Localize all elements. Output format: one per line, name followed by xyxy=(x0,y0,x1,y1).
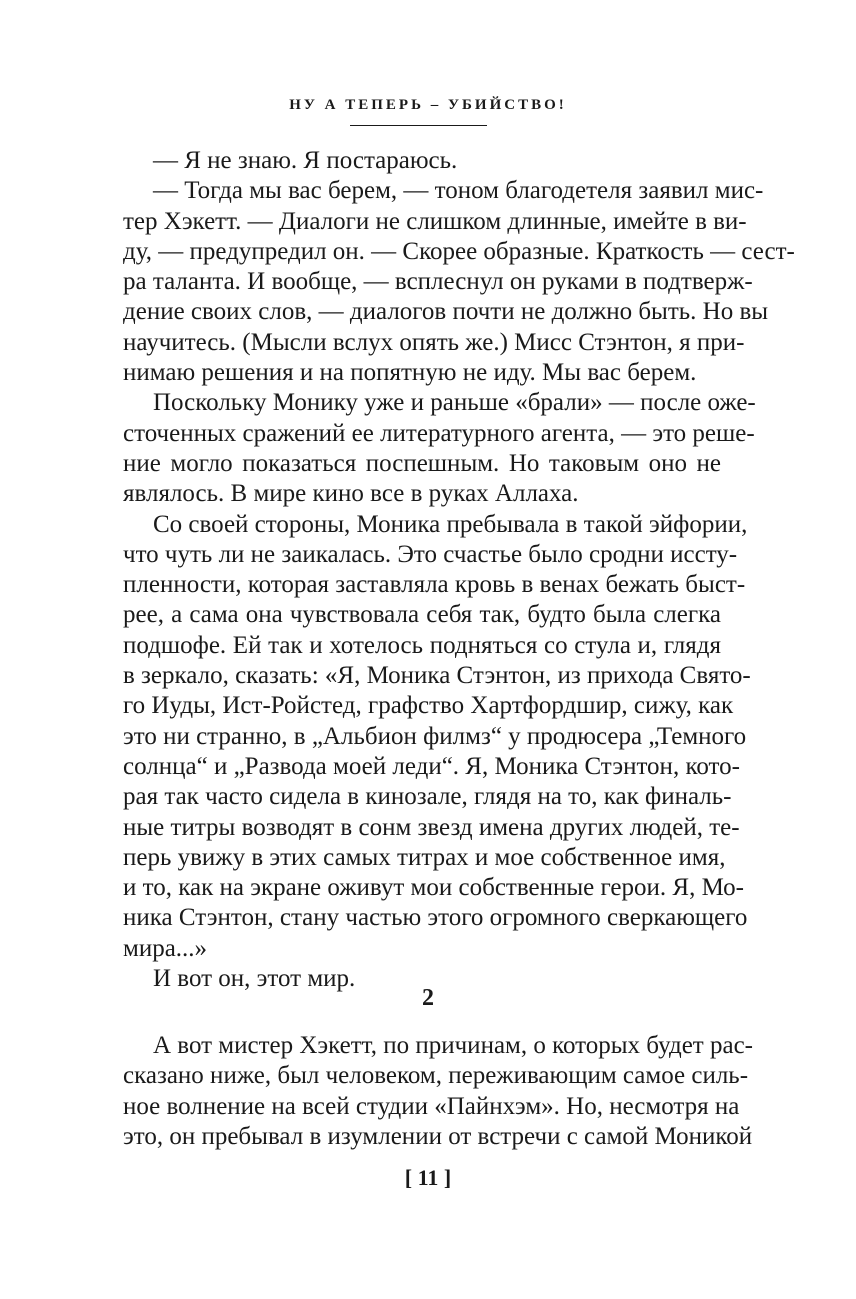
text-line: Поскольку Монику уже и раньше «брали» — после оже- xyxy=(153,389,756,417)
text-line: — Я не знаю. Я постараюсь. xyxy=(153,147,458,174)
page-number: [ 11 ] xyxy=(404,1165,452,1190)
text-line: сточенных сражений ее литературного агента, — это реше- xyxy=(123,419,755,447)
text-line: нимаю решения и на попятную не иду. Мы вас берем. xyxy=(123,359,697,387)
text-line: И вот он, этот мир. xyxy=(153,965,356,993)
text-line: рее, а сама она чувствовала себя так, будто была слегка xyxy=(123,601,721,629)
text-line: в зеркало, сказать: «Я, Моника Стэнтон, из прихода Свято- xyxy=(123,662,751,690)
text-line: Со своей стороны, Моника пребывала в такой эйфории, xyxy=(153,510,748,538)
text-line: что чуть ли не заикалась. Это счастье было сродни иссту- xyxy=(123,540,738,568)
text-line: являлось. В мире кино все в руках Аллаха. xyxy=(123,480,579,508)
body-text-upper xyxy=(123,146,795,994)
running-head: НУ А ТЕПЕРЬ – УБИЙСТВО! xyxy=(289,97,567,113)
text-line: ника Стэнтон, стану частью этого огромного сверкающего xyxy=(123,904,748,932)
text-line: — Тогда мы вас берем, — тоном благодетеля заявил мис- xyxy=(153,177,764,205)
body-text-lower xyxy=(123,1031,753,1152)
section-number: 2 xyxy=(422,985,434,1011)
text-line: сказано ниже, был человеком, переживающим самое силь- xyxy=(123,1062,749,1090)
text-line: перь увижу в этих самых титрах и мое собственное имя, xyxy=(123,843,726,871)
text-line: солнца“ и „Развода моей леди“. Я, Моника Стэнтон, кото- xyxy=(123,752,740,780)
text-line: тер Хэкетт. — Диалоги не слишком длинные, имейте в ви- xyxy=(123,207,747,235)
text-line: ду, — предупредил он. — Скорее образные. Краткость — сест- xyxy=(123,237,795,265)
text-line: го Иуды, Ист-Ройстед, графство Хартфордшир, сижу, как xyxy=(123,692,734,720)
text-line: ра таланта. И вообще, — всплеснул он руками в подтверж- xyxy=(123,268,753,296)
text-line: дение своих слов, — диалогов почти не должно быть. Но вы xyxy=(123,298,769,326)
text-line: это, он пребывал в изумлении от встречи с самой Моникой xyxy=(123,1122,753,1150)
text-line: это ни странно, в „Альбион филмз“ у продюсера „Темного xyxy=(123,722,747,750)
text-line: рая так часто сидела в кинозале, глядя на то, как финаль- xyxy=(123,783,732,811)
text-line: научитесь. (Мысли вслух опять же.) Мисс Стэнтон, я при- xyxy=(123,328,745,356)
text-line: А вот мистер Хэкетт, по причинам, о которых будет рас- xyxy=(153,1032,753,1059)
text-line: ные титры возводят в сонм звезд имена других людей, те- xyxy=(123,813,740,841)
text-line: пленности, которая заставляла кровь в венах бежать быст- xyxy=(123,571,746,599)
text-line: и то, как на экране оживут мои собственные герои. Я, Мо- xyxy=(123,874,745,902)
text-line: мира...» xyxy=(123,934,208,962)
text-line: ное волнение на всей студии «Пайнхэм». Но, несмотря на xyxy=(123,1092,740,1120)
running-head-rule xyxy=(350,125,487,126)
text-line: подшофе. Ей так и хотелось подняться со стула и, глядя xyxy=(123,631,721,659)
text-line: ние могло показаться поспешным. Но таковым оно не xyxy=(123,449,721,477)
